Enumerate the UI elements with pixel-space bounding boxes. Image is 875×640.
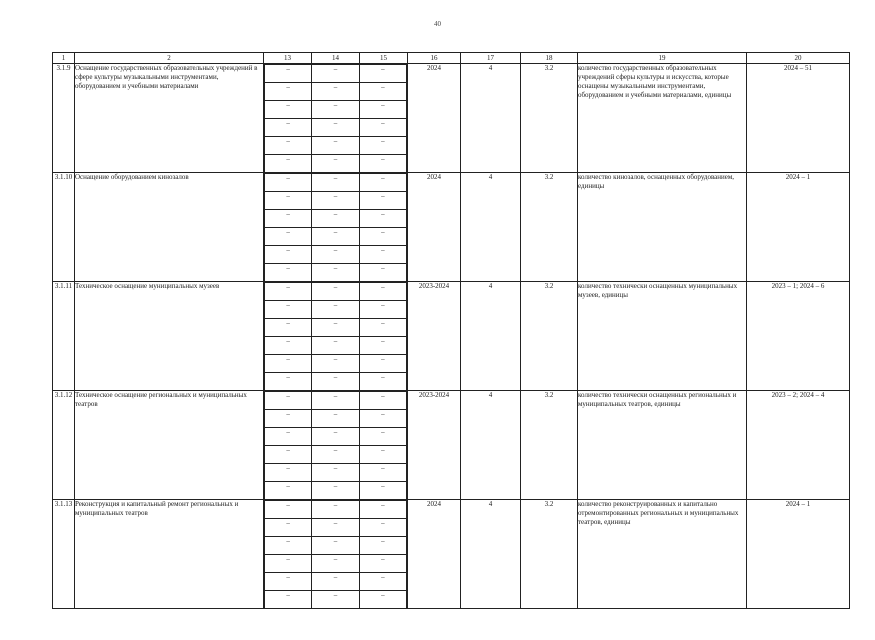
measures-table (52, 52, 850, 609)
dash-cell: – (265, 337, 312, 355)
funding-subgrid (264, 173, 407, 281)
dash-cell: – (265, 264, 312, 282)
dash-cell: – (312, 428, 359, 446)
dash-cell: – (312, 301, 359, 319)
dash-cell: – (312, 555, 359, 573)
dash-cell: – (265, 210, 312, 228)
header-col-17: 17 (461, 53, 521, 64)
dash-cell: – (359, 119, 406, 137)
funding-subgrid-cell (264, 500, 408, 609)
dash-cell: – (265, 464, 312, 482)
dash-cell: – (265, 428, 312, 446)
funding-subgrid-cell (264, 173, 408, 282)
dash-cell: – (265, 410, 312, 428)
dash-cell: – (312, 355, 359, 373)
header-col-20: 20 (747, 53, 850, 64)
dash-cell: – (312, 319, 359, 337)
dash-cell: – (359, 446, 406, 464)
col18-cell: 3.2 (521, 500, 578, 609)
header-col-13: 13 (264, 53, 312, 64)
dash-cell: – (265, 228, 312, 246)
dash-cell: – (265, 573, 312, 591)
target-cell: 2024 – 1 (747, 500, 850, 609)
dash-cell: – (359, 392, 406, 410)
dash-cell: – (265, 246, 312, 264)
dash-cell: – (312, 537, 359, 555)
dash-cell: – (265, 555, 312, 573)
funding-subgrid (264, 282, 407, 390)
dash-cell: – (312, 174, 359, 192)
dash-cell: – (359, 482, 406, 500)
indicator-cell: количество технически оснащенных муниципальных музеев, единицы (578, 282, 747, 391)
dash-cell: – (265, 355, 312, 373)
dash-cell: – (359, 373, 406, 391)
dash-cell: – (312, 519, 359, 537)
dash-cell: – (359, 464, 406, 482)
period-cell: 2023-2024 (408, 391, 461, 500)
dash-cell: – (359, 192, 406, 210)
measure-name: Техническое оснащение муниципальных музеев (75, 282, 264, 391)
dash-cell: – (265, 482, 312, 500)
dash-cell: – (265, 319, 312, 337)
dash-cell: – (265, 192, 312, 210)
funding-subgrid-cell (264, 282, 408, 391)
dash-cell: – (359, 337, 406, 355)
col17-cell: 4 (461, 391, 521, 500)
dash-cell: – (312, 83, 359, 101)
dash-cell: – (265, 373, 312, 391)
dash-cell: – (359, 573, 406, 591)
funding-subgrid-cell (264, 64, 408, 173)
dash-cell: – (359, 228, 406, 246)
dash-cell: – (265, 155, 312, 173)
row-number: 3.1.10 (53, 173, 75, 282)
dash-cell: – (312, 410, 359, 428)
col18-cell: 3.2 (521, 64, 578, 173)
row-number: 3.1.11 (53, 282, 75, 391)
dash-cell: – (312, 591, 359, 609)
dash-cell: – (312, 264, 359, 282)
dash-cell: – (359, 428, 406, 446)
dash-cell: – (265, 519, 312, 537)
target-cell: 2023 – 1; 2024 – 6 (747, 282, 850, 391)
dash-cell: – (265, 174, 312, 192)
table-row (53, 282, 850, 391)
target-cell: 2024 – 1 (747, 173, 850, 282)
dash-cell: – (265, 392, 312, 410)
table-row (53, 64, 850, 173)
dash-cell: – (359, 319, 406, 337)
dash-cell: – (359, 555, 406, 573)
funding-subgrid (264, 64, 407, 172)
col17-cell: 4 (461, 173, 521, 282)
measure-name: Оснащение оборудованием кинозалов (75, 173, 264, 282)
dash-cell: – (312, 573, 359, 591)
dash-cell: – (265, 591, 312, 609)
dash-cell: – (359, 83, 406, 101)
dash-cell: – (359, 210, 406, 228)
target-cell: 2023 – 2; 2024 – 4 (747, 391, 850, 500)
funding-subgrid (264, 391, 407, 499)
dash-cell: – (312, 246, 359, 264)
measure-name: Реконструкция и капитальный ремонт региональных и муниципальных театров (75, 500, 264, 609)
dash-cell: – (359, 537, 406, 555)
dash-cell: – (359, 410, 406, 428)
table-row (53, 391, 850, 500)
row-number: 3.1.9 (53, 64, 75, 173)
dash-cell: – (312, 101, 359, 119)
dash-cell: – (265, 301, 312, 319)
table-row (53, 500, 850, 609)
row-number: 3.1.13 (53, 500, 75, 609)
header-col-15: 15 (360, 53, 408, 64)
dash-cell: – (312, 392, 359, 410)
header-col-16: 16 (408, 53, 461, 64)
dash-cell: – (265, 83, 312, 101)
dash-cell: – (312, 482, 359, 500)
dash-cell: – (359, 174, 406, 192)
dash-cell: – (359, 283, 406, 301)
dash-cell: – (312, 210, 359, 228)
dash-cell: – (359, 137, 406, 155)
dash-cell: – (265, 65, 312, 83)
header-col-14: 14 (312, 53, 360, 64)
dash-cell: – (312, 501, 359, 519)
dash-cell: – (312, 283, 359, 301)
dash-cell: – (312, 464, 359, 482)
period-cell: 2024 (408, 173, 461, 282)
col18-cell: 3.2 (521, 391, 578, 500)
dash-cell: – (359, 101, 406, 119)
dash-cell: – (359, 264, 406, 282)
header-col-18: 18 (521, 53, 578, 64)
header-col-19: 19 (578, 53, 747, 64)
dash-cell: – (359, 246, 406, 264)
dash-cell: – (265, 537, 312, 555)
dash-cell: – (359, 519, 406, 537)
target-cell: 2024 – 51 (747, 64, 850, 173)
dash-cell: – (359, 65, 406, 83)
dash-cell: – (265, 501, 312, 519)
dash-cell: – (312, 192, 359, 210)
dash-cell: – (265, 137, 312, 155)
row-number: 3.1.12 (53, 391, 75, 500)
period-cell: 2023-2024 (408, 282, 461, 391)
dash-cell: – (312, 137, 359, 155)
dash-cell: – (265, 101, 312, 119)
col17-cell: 4 (461, 282, 521, 391)
funding-subgrid-cell (264, 391, 408, 500)
dash-cell: – (359, 301, 406, 319)
col17-cell: 4 (461, 64, 521, 173)
dash-cell: – (359, 355, 406, 373)
header-col-2: 2 (75, 53, 264, 64)
header-col-1: 1 (53, 53, 75, 64)
dash-cell: – (265, 446, 312, 464)
dash-cell: – (359, 591, 406, 609)
funding-subgrid (264, 500, 407, 608)
indicator-cell: количество государственных образовательных учреждений сферы культуры и искусства, которые оснащены музыкальными инструментами, оборудованием и учебными материалами, единицы (578, 64, 747, 173)
measure-name: Техническое оснащение региональных и муниципальных театров (75, 391, 264, 500)
dash-cell: – (312, 119, 359, 137)
dash-cell: – (359, 501, 406, 519)
measure-name: Оснащение государственных образовательных учреждений в сфере культуры музыкальными инструментами, оборудованием и учебными материалами (75, 64, 264, 173)
table-row (53, 173, 850, 282)
col18-cell: 3.2 (521, 282, 578, 391)
col17-cell: 4 (461, 500, 521, 609)
dash-cell: – (359, 155, 406, 173)
period-cell: 2024 (408, 64, 461, 173)
dash-cell: – (265, 119, 312, 137)
indicator-cell: количество кинозалов, оснащенных оборудованием, единицы (578, 173, 747, 282)
header-row (53, 53, 850, 64)
dash-cell: – (265, 283, 312, 301)
dash-cell: – (312, 155, 359, 173)
period-cell: 2024 (408, 500, 461, 609)
dash-cell: – (312, 228, 359, 246)
dash-cell: – (312, 373, 359, 391)
dash-cell: – (312, 65, 359, 83)
page-number: 40 (434, 20, 441, 28)
indicator-cell: количество технически оснащенных региональных и муниципальных театров, единицы (578, 391, 747, 500)
dash-cell: – (312, 337, 359, 355)
indicator-cell: количество реконструированных и капитально отремонтированных региональных и муниципальных театров, единицы (578, 500, 747, 609)
col18-cell: 3.2 (521, 173, 578, 282)
dash-cell: – (312, 446, 359, 464)
